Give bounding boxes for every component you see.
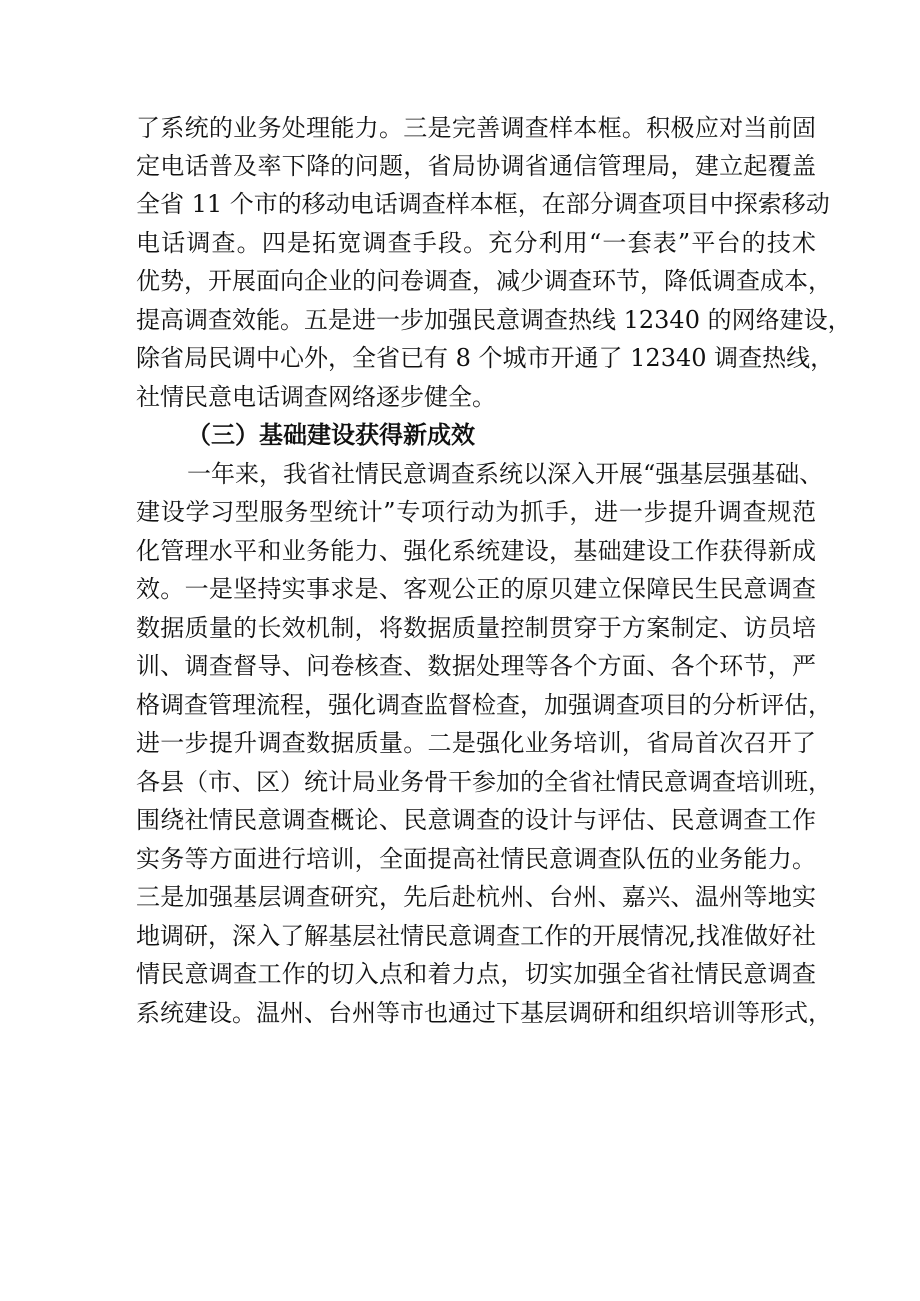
paragraph-2-line-4: 效。一是坚持实事求是、客观公正的原贝建立保障民生民意调查 [136, 575, 816, 603]
paragraph-1-line-3: 全省 11 个市的移动电话调查样本框，在部分调查项目中探索移动 [136, 190, 830, 218]
paragraph-2-line-15: 系统建设。温州、台州等市也通过下基层调研和组织培训等形式， [136, 999, 832, 1027]
paragraph-2-line-7: 格调查管理流程，强化调查监督检查，加强调查项目的分析评估， [136, 691, 832, 719]
paragraph-2-line-2: 建设学习型服务型统计”专项行动为抓手，进一步提升调查规范 [136, 498, 816, 526]
section-heading: （三）基础建设获得新成效 [187, 420, 475, 449]
paragraph-2-line-1: 一年来，我省社情民意调查系统以深入开展“强基层强基础、 [187, 460, 824, 488]
paragraph-2-line-11: 实务等方面进行培训，全面提高社情民意调查队伍的业务能力。 [136, 845, 816, 873]
paragraph-2-line-13: 地调研，深入了解基层社情民意调查工作的开展情况,找准做好社 [136, 922, 816, 950]
paragraph-2-line-9: 各县（市、区）统计局业务骨干参加的全省社情民意调查培训班， [136, 768, 832, 796]
paragraph-2-line-8: 进一步提升调查数据质量。二是强化业务培训，省局首次召开了 [136, 729, 816, 757]
paragraph-1-line-7: 除省局民调中心外，全省已有 8 个城市开通了 12340 调查热线， [136, 344, 835, 372]
paragraph-1-line-8: 社情民意电话调查网络逐步健全。 [136, 383, 496, 411]
paragraph-1-line-6: 提高调查效能。五是进一步加强民意调查热线 12340 的网络建设， [136, 306, 852, 334]
paragraph-2-line-5: 数据质量的长效机制，将数据质量控制贯穿于方案制定、访员培 [136, 614, 816, 642]
paragraph-2-line-10: 围绕社情民意调查概论、民意调查的设计与评估、民意调查工作 [136, 806, 816, 834]
paragraph-2-line-14: 情民意调查工作的切入点和着力点，切实加强全省社情民意调查 [136, 960, 816, 988]
paragraph-1-line-2: 定电话普及率下降的问题，省局协调省通信管理局，建立起覆盖 [136, 152, 816, 180]
paragraph-2-line-6: 训、调查督导、问卷核查、数据处理等各个方面、各个环节，严 [136, 652, 816, 680]
paragraph-1-line-4: 电话调查。四是拓宽调查手段。充分利用“一套表”平台的技术 [136, 229, 816, 257]
paragraph-1-line-5: 优势，开展面向企业的问卷调查，减少调查环节，降低调查成本， [136, 267, 832, 295]
paragraph-2-line-3: 化管理水平和业务能力、强化系统建设，基础建设工作获得新成 [136, 537, 816, 565]
paragraph-2-line-12: 三是加强基层调查研究，先后赴杭州、台州、嘉兴、温州等地实 [136, 883, 816, 911]
paragraph-1-line-1: 了系统的业务处理能力。三是完善调查样本框。积极应对当前固 [136, 114, 816, 142]
